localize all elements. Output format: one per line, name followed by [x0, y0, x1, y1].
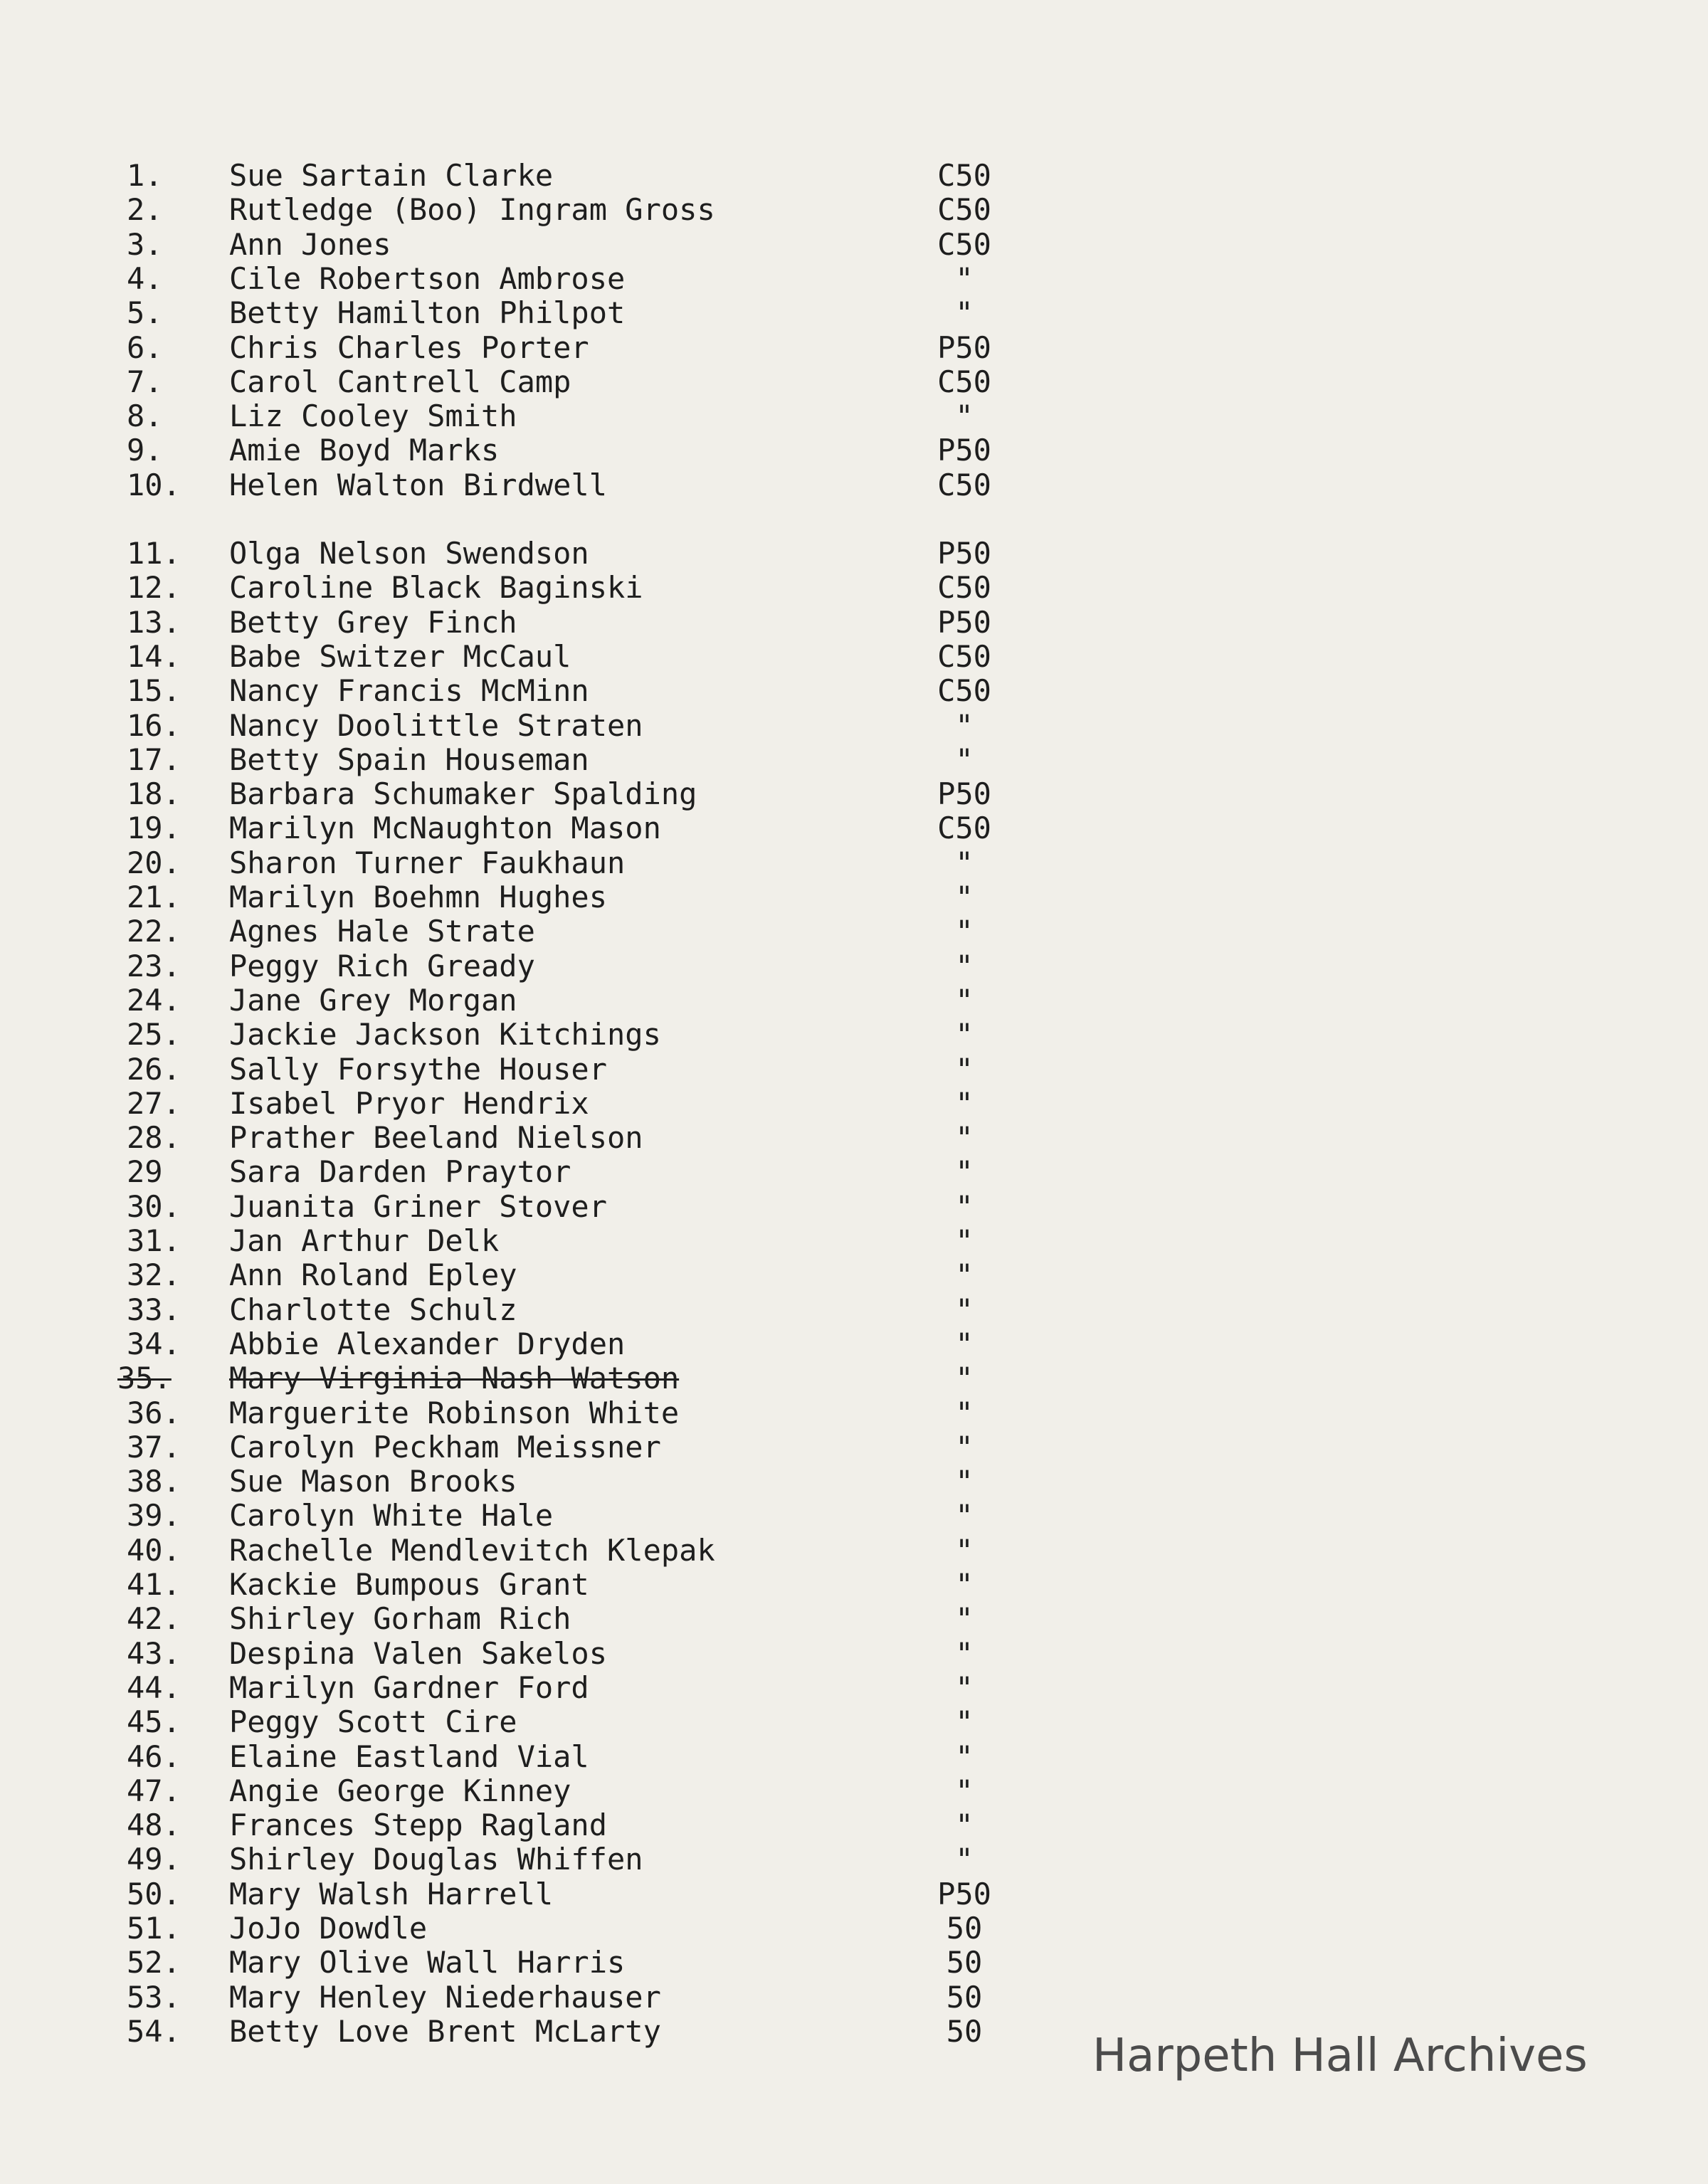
list-item-number: 8. — [127, 399, 163, 434]
list-item-name: Sara Darden Praytor — [229, 1154, 571, 1190]
list-item-number: 12. — [127, 570, 181, 606]
list-item — [0, 1053, 1708, 1087]
list-item-name: Betty Love Brent McLarty — [229, 2013, 661, 2049]
list-item-name: Marilyn Gardner Ford — [229, 1669, 589, 1705]
list-item-code: " — [955, 845, 974, 880]
list-item-name: Betty Hamilton Philpot — [229, 295, 626, 331]
list-item — [0, 1602, 1708, 1636]
list-item-name: Abbie Alexander Dryden — [229, 1326, 626, 1361]
list-item-name: Juanita Griner Stover — [229, 1188, 608, 1224]
list-item — [0, 743, 1708, 777]
list-item-number: 48. — [127, 1808, 181, 1843]
list-item — [0, 606, 1708, 640]
list-item-name: Kackie Bumpous Grant — [229, 1567, 589, 1602]
list-item-code: " — [955, 1464, 974, 1499]
list-item-code: C50 — [937, 570, 991, 606]
list-item-number: 29 — [127, 1154, 163, 1190]
list-item-code: " — [955, 399, 974, 434]
list-item-number: 6. — [127, 329, 163, 365]
list-item — [0, 1980, 1708, 2015]
list-item-code: " — [955, 1292, 974, 1327]
list-item-number: 17. — [127, 742, 181, 777]
list-item-name: Mary Henley Niederhauser — [229, 1979, 661, 2015]
list-item-number: 50. — [127, 1876, 181, 1911]
list-item — [0, 1534, 1708, 1568]
list-item-name: Angie George Kinney — [229, 1773, 571, 1808]
list-item-number: 25. — [127, 1017, 181, 1053]
list-item-number: 11. — [127, 536, 181, 571]
list-item-number: 49. — [127, 1842, 181, 1877]
list-item-code: C50 — [937, 467, 991, 502]
list-item-number: 40. — [127, 1532, 181, 1568]
list-item-name: Agnes Hale Strate — [229, 914, 535, 949]
list-item-number: 39. — [127, 1498, 181, 1534]
list-item — [0, 846, 1708, 880]
list-item-code: " — [955, 1635, 974, 1671]
list-item-code: " — [955, 1017, 974, 1053]
list-item-code: " — [955, 260, 974, 296]
list-item-name: Cile Robertson Ambrose — [229, 260, 626, 296]
list-item-number: 54. — [127, 2013, 181, 2049]
list-item-code: " — [955, 1051, 974, 1087]
list-item-code: C50 — [937, 192, 991, 228]
list-item — [0, 228, 1708, 262]
list-item — [0, 709, 1708, 743]
list-item-number: 18. — [127, 776, 181, 812]
list-item-number: 16. — [127, 707, 181, 743]
list-item-name: Marilyn Boehmn Hughes — [229, 880, 608, 914]
list-item-number: 19. — [127, 811, 181, 846]
list-item-number: 44. — [127, 1669, 181, 1705]
list-item-name: Sharon Turner Faukhaun — [229, 845, 626, 880]
list-item-number: 21. — [127, 880, 181, 914]
list-item-code: " — [955, 1773, 974, 1808]
corner-smudge — [28, 21, 142, 34]
list-item — [0, 1224, 1708, 1258]
list-item-number: 24. — [127, 982, 181, 1018]
list-item — [0, 262, 1708, 296]
list-item-name: Ann Jones — [229, 226, 391, 262]
list-item-code: P50 — [937, 604, 991, 640]
list-item-name: Olga Nelson Swendson — [229, 536, 589, 571]
list-item — [0, 193, 1708, 227]
list-item-name: Ann Roland Epley — [229, 1257, 517, 1293]
list-item-name: Prather Beeland Nielson — [229, 1120, 643, 1156]
list-item-number: 10. — [127, 467, 181, 502]
list-item-code: " — [955, 1532, 974, 1568]
list-item — [0, 914, 1708, 949]
list-item-name: Carol Cantrell Camp — [229, 364, 571, 399]
list-item-number: 37. — [127, 1429, 181, 1465]
list-item-name: Rachelle Mendlevitch Klepak — [229, 1532, 715, 1568]
list-item-code: " — [955, 982, 974, 1018]
list-item — [0, 1465, 1708, 1499]
list-item-name: Jackie Jackson Kitchings — [229, 1017, 661, 1053]
list-item — [0, 1705, 1708, 1739]
list-item-number: 33. — [127, 1292, 181, 1327]
list-item-code: " — [955, 1429, 974, 1465]
list-item-code: P50 — [937, 776, 991, 812]
list-item-number: 7. — [127, 364, 163, 399]
list-item-code: " — [955, 1395, 974, 1430]
list-item-code: " — [955, 1326, 974, 1361]
list-item-name: Elaine Eastland Vial — [229, 1739, 589, 1774]
list-item-number: 26. — [127, 1051, 181, 1087]
list-item-code: " — [955, 1223, 974, 1258]
list-item-code: " — [955, 1808, 974, 1843]
list-item — [0, 1946, 1708, 1980]
list-item-name: Jan Arthur Delk — [229, 1223, 500, 1258]
list-item-number: 47. — [127, 1773, 181, 1808]
list-item-name: Mary Virginia Nash Watson — [229, 1361, 680, 1396]
list-item-name: Betty Spain Houseman — [229, 742, 589, 777]
list-item-code: 50 — [946, 1979, 983, 2015]
list-item-code: P50 — [937, 433, 991, 468]
list-item-number: 45. — [127, 1704, 181, 1740]
list-item-name: Barbara Schumaker Spalding — [229, 776, 697, 812]
list-item — [0, 1258, 1708, 1292]
list-item-code: C50 — [937, 364, 991, 399]
list-item — [0, 365, 1708, 399]
list-item-code: " — [955, 1601, 974, 1637]
list-item-name: Charlotte Schulz — [229, 1292, 517, 1327]
list-item-code: " — [955, 742, 974, 777]
list-item — [0, 1396, 1708, 1430]
list-item-code: " — [955, 707, 974, 743]
list-item-code: " — [955, 1567, 974, 1602]
list-item-number: 22. — [127, 914, 181, 949]
list-item-code: " — [955, 1085, 974, 1121]
list-item-number: 30. — [127, 1188, 181, 1224]
list-item-name: Frances Stepp Ragland — [229, 1808, 608, 1843]
list-item-code: " — [955, 1257, 974, 1293]
list-item-number: 23. — [127, 948, 181, 983]
list-item-code: " — [955, 295, 974, 331]
list-item-code: " — [955, 948, 974, 983]
list-item-name: Shirley Gorham Rich — [229, 1601, 571, 1637]
list-item-name: Peggy Rich Gready — [229, 948, 535, 983]
list-item-number: 43. — [127, 1635, 181, 1671]
list-item — [0, 674, 1708, 708]
list-item-number: 1. — [127, 158, 163, 193]
list-item-number: 38. — [127, 1464, 181, 1499]
list-item-code: C50 — [937, 638, 991, 674]
list-item-number: 32. — [127, 1257, 181, 1293]
list-item-name: Shirley Douglas Whiffen — [229, 1842, 643, 1877]
list-item — [0, 1155, 1708, 1189]
list-item-code: C50 — [937, 673, 991, 709]
list-item-number: 9. — [127, 433, 163, 468]
list-item — [0, 331, 1708, 365]
list-item-name: Sue Mason Brooks — [229, 1464, 517, 1499]
list-item-name: Nancy Doolittle Straten — [229, 707, 643, 743]
list-item-name: Caroline Black Baginski — [229, 570, 643, 606]
list-item-name: Nancy Francis McMinn — [229, 673, 589, 709]
list-item-code: C50 — [937, 226, 991, 262]
list-item-name: Liz Cooley Smith — [229, 399, 517, 434]
list-item-name: Marguerite Robinson White — [229, 1395, 680, 1430]
list-item — [0, 1911, 1708, 1946]
list-item-number: 35. — [117, 1361, 172, 1396]
list-item — [0, 777, 1708, 811]
archive-watermark-label: Harpeth Hall Archives — [1092, 2030, 1588, 2082]
list-item-number: 53. — [127, 1979, 181, 2015]
list-item — [0, 1499, 1708, 1533]
list-item-code: P50 — [937, 536, 991, 571]
list-item-number: 5. — [127, 295, 163, 331]
list-item-number: 46. — [127, 1739, 181, 1774]
list-item — [0, 399, 1708, 433]
list-item-name: Sue Sartain Clarke — [229, 158, 554, 193]
list-item-code: " — [955, 1120, 974, 1156]
list-item-name: Babe Switzer McCaul — [229, 638, 571, 674]
list-item — [0, 433, 1708, 468]
list-item-number: 28. — [127, 1120, 181, 1156]
list-item-name: Carolyn White Hale — [229, 1498, 554, 1534]
list-item-number: 20. — [127, 845, 181, 880]
list-item-code: " — [955, 1361, 974, 1396]
list-item-code: 50 — [946, 1945, 983, 1980]
list-item — [0, 640, 1708, 674]
list-item — [0, 1842, 1708, 1877]
list-item — [0, 1637, 1708, 1671]
list-item — [0, 949, 1708, 983]
list-item — [0, 468, 1708, 502]
list-item-number: 27. — [127, 1085, 181, 1121]
list-item-number: 36. — [127, 1395, 181, 1430]
list-item-name: JoJo Dowdle — [229, 1911, 428, 1946]
list-item-name: Mary Olive Wall Harris — [229, 1945, 626, 1980]
list-item — [0, 983, 1708, 1018]
list-item — [0, 1293, 1708, 1327]
list-item — [0, 1121, 1708, 1155]
list-item-number: 14. — [127, 638, 181, 674]
list-item-number: 3. — [127, 226, 163, 262]
list-item — [0, 1190, 1708, 1224]
list-item — [0, 1568, 1708, 1602]
list-item — [0, 1740, 1708, 1774]
list-item-name: Sally Forsythe Houser — [229, 1051, 608, 1087]
list-item-code: " — [955, 1842, 974, 1877]
list-item-name: Helen Walton Birdwell — [229, 467, 608, 502]
list-item-name: Mary Walsh Harrell — [229, 1876, 554, 1911]
list-item — [0, 1808, 1708, 1842]
list-item-name: Chris Charles Porter — [229, 329, 589, 365]
list-item — [0, 1430, 1708, 1465]
list-item — [0, 296, 1708, 330]
list-item-code: " — [955, 1669, 974, 1705]
list-item-number: 34. — [127, 1326, 181, 1361]
list-item — [0, 1877, 1708, 1911]
list-item — [0, 537, 1708, 571]
list-item-name: Peggy Scott Cire — [229, 1704, 517, 1740]
list-item — [0, 880, 1708, 914]
list-item — [0, 1361, 1708, 1396]
list-item-number: 41. — [127, 1567, 181, 1602]
list-item-name: Jane Grey Morgan — [229, 982, 517, 1018]
list-item — [0, 1087, 1708, 1121]
list-item-code: " — [955, 1704, 974, 1740]
list-item-code: " — [955, 1498, 974, 1534]
list-item-number: 4. — [127, 260, 163, 296]
list-item-number: 52. — [127, 1945, 181, 1980]
list-item — [0, 159, 1708, 193]
list-item — [0, 571, 1708, 605]
list-item-name: Amie Boyd Marks — [229, 433, 500, 468]
list-item-code: C50 — [937, 158, 991, 193]
list-item-code: C50 — [937, 811, 991, 846]
list-item-code: 50 — [946, 1911, 983, 1946]
list-item-name: Marilyn McNaughton Mason — [229, 811, 661, 846]
list-item-code: 50 — [946, 2013, 983, 2049]
list-item-number: 2. — [127, 192, 163, 228]
list-item-name: Isabel Pryor Hendrix — [229, 1085, 589, 1121]
list-item-code: " — [955, 914, 974, 949]
list-item-code: P50 — [937, 329, 991, 365]
list-item-code: " — [955, 880, 974, 914]
list-item — [0, 1774, 1708, 1808]
list-item-number: 31. — [127, 1223, 181, 1258]
list-item-code: " — [955, 1188, 974, 1224]
list-item-number: 15. — [127, 673, 181, 709]
list-item-code: P50 — [937, 1876, 991, 1911]
list-item-name: Betty Grey Finch — [229, 604, 517, 640]
list-item-code: " — [955, 1739, 974, 1774]
list-item-code: " — [955, 1154, 974, 1190]
list-item — [0, 811, 1708, 845]
list-item — [0, 1671, 1708, 1705]
list-item-number: 51. — [127, 1911, 181, 1946]
list-item-name: Despina Valen Sakelos — [229, 1635, 608, 1671]
list-item-number: 13. — [127, 604, 181, 640]
list-item-number: 42. — [127, 1601, 181, 1637]
list-item-name: Rutledge (Boo) Ingram Gross — [229, 192, 715, 228]
list-item — [0, 1327, 1708, 1361]
list-item-name: Carolyn Peckham Meissner — [229, 1429, 661, 1465]
list-item — [0, 1018, 1708, 1052]
